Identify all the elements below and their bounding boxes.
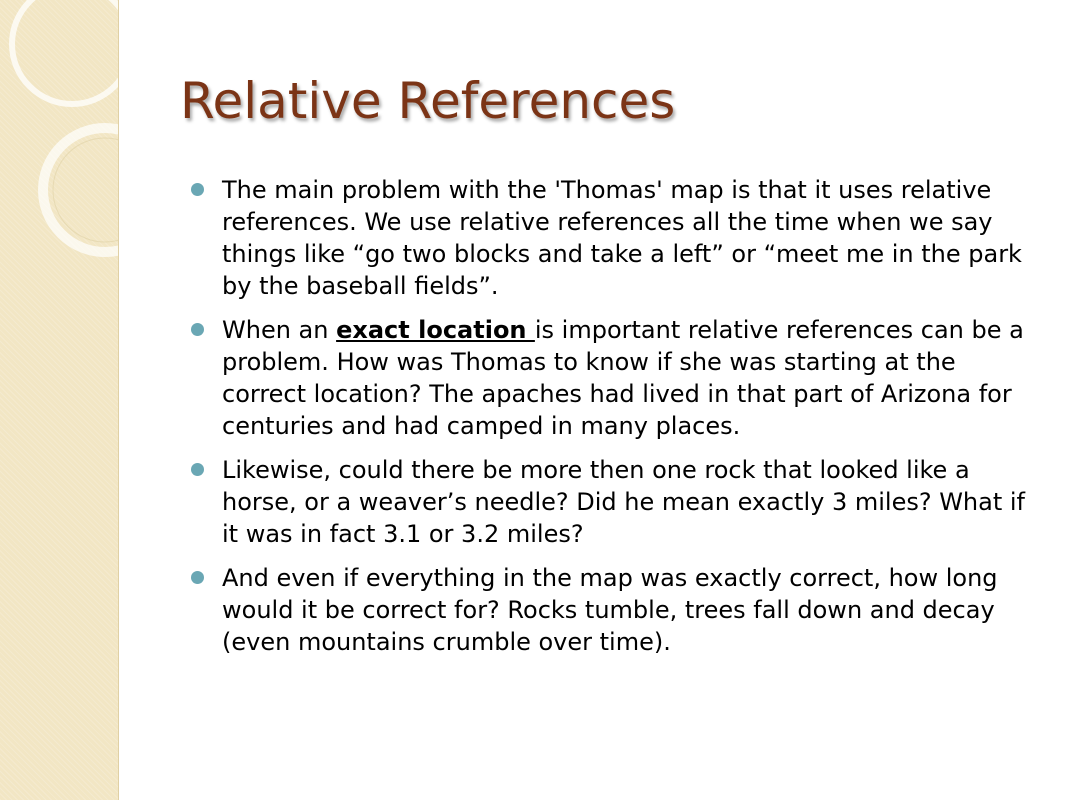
bullet-icon xyxy=(191,183,204,196)
list-item xyxy=(188,314,1038,442)
bullet-text: The main problem with the 'Thomas' map is that it uses relative references. We use relative references all the time when we say things like “go two blocks and take a left” or “meet me in the park by the baseball fields”. xyxy=(222,176,1022,300)
decorative-circles xyxy=(0,0,118,800)
bullet-icon xyxy=(191,463,204,476)
bullet-text: Likewise, could there be more then one rock that looked like a horse, or a weaver’s needle? Did he mean exactly 3 miles? What if it was in fact 3.1 or 3.2 miles? xyxy=(222,456,1026,548)
slide-title: Relative References xyxy=(180,72,676,130)
bullet-icon xyxy=(191,323,204,336)
list-item xyxy=(188,174,1038,302)
bullet-text-after: is important relative references can be a problem. How was Thomas to know if she was starting at the correct location? The apaches had lived in that part of Arizona for centuries and had camped in many places. xyxy=(222,316,1024,440)
list-item xyxy=(188,454,1038,550)
exact-location-emphasis: exact location xyxy=(336,316,535,344)
decorative-side-band xyxy=(0,0,119,800)
list-item xyxy=(188,562,1038,658)
bullet-icon xyxy=(191,571,204,584)
bullet-list xyxy=(188,174,1038,670)
bullet-text-before: When an xyxy=(222,316,337,344)
bullet-text: And even if everything in the map was exactly correct, how long would it be correct for? Rocks tumble, trees fall down and decay (even mountains crumble over time). xyxy=(222,564,998,656)
